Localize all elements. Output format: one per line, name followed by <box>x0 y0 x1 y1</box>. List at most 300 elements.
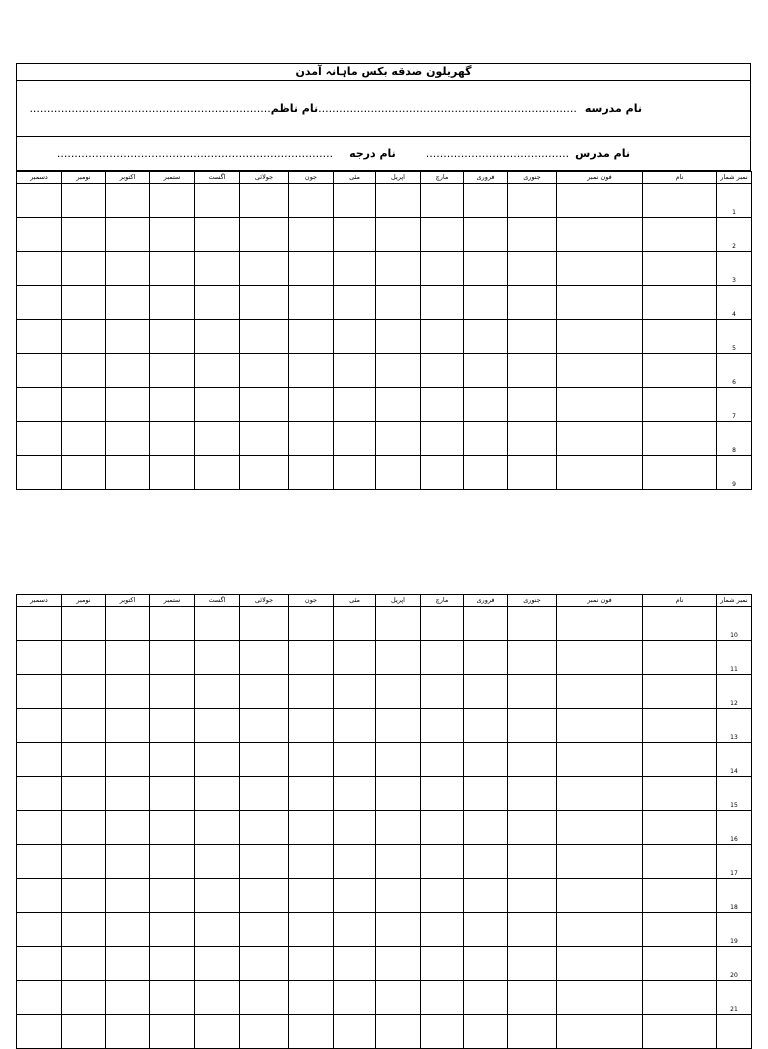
entry-cell[interactable] <box>508 879 557 913</box>
entry-cell[interactable] <box>150 879 195 913</box>
entry-cell[interactable] <box>464 675 508 709</box>
entry-cell[interactable] <box>62 607 106 641</box>
entry-cell[interactable] <box>289 913 334 947</box>
entry-cell[interactable] <box>643 641 717 675</box>
entry-cell[interactable] <box>240 777 289 811</box>
entry-cell[interactable] <box>17 641 62 675</box>
entry-cell[interactable] <box>464 286 508 320</box>
entry-cell[interactable] <box>150 845 195 879</box>
entry-cell[interactable] <box>106 641 150 675</box>
entry-cell[interactable] <box>421 777 464 811</box>
entry-cell[interactable] <box>106 252 150 286</box>
entry-cell[interactable] <box>421 675 464 709</box>
entry-cell[interactable] <box>240 709 289 743</box>
teacher-field[interactable]: ......................................... <box>425 147 570 160</box>
entry-cell[interactable] <box>240 879 289 913</box>
entry-cell[interactable] <box>508 811 557 845</box>
entry-cell[interactable] <box>62 947 106 981</box>
entry-cell[interactable] <box>464 456 508 490</box>
entry-cell[interactable] <box>464 184 508 218</box>
entry-cell[interactable] <box>62 709 106 743</box>
entry-cell[interactable] <box>17 913 62 947</box>
entry-cell[interactable] <box>421 286 464 320</box>
entry-cell[interactable] <box>508 320 557 354</box>
entry-cell[interactable] <box>62 913 106 947</box>
school-field[interactable]: .......................................................................... <box>318 102 577 115</box>
entry-cell[interactable] <box>421 845 464 879</box>
entry-cell[interactable] <box>464 743 508 777</box>
entry-cell[interactable] <box>421 641 464 675</box>
entry-cell[interactable] <box>557 184 643 218</box>
entry-cell[interactable] <box>376 879 421 913</box>
entry-cell[interactable] <box>464 641 508 675</box>
entry-cell[interactable] <box>508 641 557 675</box>
entry-cell[interactable] <box>17 743 62 777</box>
entry-cell[interactable] <box>464 777 508 811</box>
entry-cell[interactable] <box>195 811 240 845</box>
entry-cell[interactable] <box>240 1015 289 1049</box>
entry-cell[interactable] <box>195 981 240 1015</box>
entry-cell[interactable] <box>240 252 289 286</box>
entry-cell[interactable] <box>464 1015 508 1049</box>
entry-cell[interactable] <box>195 947 240 981</box>
entry-cell[interactable] <box>17 218 62 252</box>
entry-cell[interactable] <box>62 456 106 490</box>
entry-cell[interactable] <box>62 388 106 422</box>
entry-cell[interactable] <box>508 777 557 811</box>
entry-cell[interactable] <box>334 811 376 845</box>
entry-cell[interactable] <box>643 845 717 879</box>
entry-cell[interactable] <box>334 913 376 947</box>
entry-cell[interactable] <box>289 641 334 675</box>
entry-cell[interactable] <box>106 286 150 320</box>
entry-cell[interactable] <box>195 252 240 286</box>
entry-cell[interactable] <box>557 388 643 422</box>
entry-cell[interactable] <box>150 320 195 354</box>
entry-cell[interactable] <box>17 354 62 388</box>
entry-cell[interactable] <box>106 675 150 709</box>
entry-cell[interactable] <box>62 981 106 1015</box>
entry-cell[interactable] <box>421 607 464 641</box>
entry-cell[interactable] <box>376 845 421 879</box>
entry-cell[interactable] <box>195 184 240 218</box>
entry-cell[interactable] <box>464 354 508 388</box>
entry-cell[interactable] <box>106 811 150 845</box>
entry-cell[interactable] <box>557 252 643 286</box>
entry-cell[interactable] <box>289 218 334 252</box>
entry-cell[interactable] <box>62 743 106 777</box>
entry-cell[interactable] <box>195 641 240 675</box>
entry-cell[interactable] <box>376 456 421 490</box>
entry-cell[interactable] <box>464 845 508 879</box>
entry-cell[interactable] <box>421 354 464 388</box>
entry-cell[interactable] <box>195 845 240 879</box>
entry-cell[interactable] <box>289 845 334 879</box>
entry-cell[interactable] <box>421 709 464 743</box>
entry-cell[interactable] <box>240 675 289 709</box>
entry-cell[interactable] <box>376 320 421 354</box>
entry-cell[interactable] <box>195 913 240 947</box>
entry-cell[interactable] <box>150 286 195 320</box>
entry-cell[interactable] <box>643 218 717 252</box>
entry-cell[interactable] <box>150 777 195 811</box>
entry-cell[interactable] <box>557 641 643 675</box>
entry-cell[interactable] <box>195 743 240 777</box>
entry-cell[interactable] <box>106 709 150 743</box>
entry-cell[interactable] <box>557 675 643 709</box>
entry-cell[interactable] <box>150 913 195 947</box>
entry-cell[interactable] <box>240 320 289 354</box>
entry-cell[interactable] <box>376 607 421 641</box>
entry-cell[interactable] <box>289 354 334 388</box>
entry-cell[interactable] <box>195 218 240 252</box>
entry-cell[interactable] <box>289 607 334 641</box>
entry-cell[interactable] <box>464 811 508 845</box>
entry-cell[interactable] <box>240 743 289 777</box>
entry-cell[interactable] <box>557 456 643 490</box>
entry-cell[interactable] <box>150 354 195 388</box>
entry-cell[interactable] <box>508 184 557 218</box>
entry-cell[interactable] <box>240 422 289 456</box>
entry-cell[interactable] <box>557 845 643 879</box>
entry-cell[interactable] <box>106 354 150 388</box>
entry-cell[interactable] <box>421 947 464 981</box>
entry-cell[interactable] <box>17 777 62 811</box>
entry-cell[interactable] <box>17 811 62 845</box>
entry-cell[interactable] <box>508 422 557 456</box>
entry-cell[interactable] <box>62 845 106 879</box>
entry-cell[interactable] <box>643 354 717 388</box>
entry-cell[interactable] <box>557 320 643 354</box>
entry-cell[interactable] <box>376 184 421 218</box>
entry-cell[interactable] <box>557 981 643 1015</box>
entry-cell[interactable] <box>643 286 717 320</box>
entry-cell[interactable] <box>464 709 508 743</box>
entry-cell[interactable] <box>240 641 289 675</box>
entry-cell[interactable] <box>464 879 508 913</box>
entry-cell[interactable] <box>106 184 150 218</box>
entry-cell[interactable] <box>62 641 106 675</box>
entry-cell[interactable] <box>17 709 62 743</box>
entry-cell[interactable] <box>195 879 240 913</box>
entry-cell[interactable] <box>334 709 376 743</box>
entry-cell[interactable] <box>508 286 557 320</box>
entry-cell[interactable] <box>17 320 62 354</box>
entry-cell[interactable] <box>289 709 334 743</box>
entry-cell[interactable] <box>106 388 150 422</box>
entry-cell[interactable] <box>289 388 334 422</box>
entry-cell[interactable] <box>195 607 240 641</box>
entry-cell[interactable] <box>17 607 62 641</box>
entry-cell[interactable] <box>240 811 289 845</box>
entry-cell[interactable] <box>150 218 195 252</box>
entry-cell[interactable] <box>106 320 150 354</box>
entry-cell[interactable] <box>62 286 106 320</box>
entry-cell[interactable] <box>508 845 557 879</box>
entry-cell[interactable] <box>464 320 508 354</box>
entry-cell[interactable] <box>334 320 376 354</box>
entry-cell[interactable] <box>240 456 289 490</box>
entry-cell[interactable] <box>643 422 717 456</box>
entry-cell[interactable] <box>557 913 643 947</box>
entry-cell[interactable] <box>334 845 376 879</box>
entry-cell[interactable] <box>464 252 508 286</box>
entry-cell[interactable] <box>508 709 557 743</box>
entry-cell[interactable] <box>240 354 289 388</box>
entry-cell[interactable] <box>334 184 376 218</box>
entry-cell[interactable] <box>508 913 557 947</box>
entry-cell[interactable] <box>106 743 150 777</box>
entry-cell[interactable] <box>150 981 195 1015</box>
entry-cell[interactable] <box>643 320 717 354</box>
entry-cell[interactable] <box>289 252 334 286</box>
entry-cell[interactable] <box>106 777 150 811</box>
entry-cell[interactable] <box>62 320 106 354</box>
entry-cell[interactable] <box>240 184 289 218</box>
entry-cell[interactable] <box>376 777 421 811</box>
entry-cell[interactable] <box>643 184 717 218</box>
entry-cell[interactable] <box>334 354 376 388</box>
entry-cell[interactable] <box>643 913 717 947</box>
entry-cell[interactable] <box>106 456 150 490</box>
entry-cell[interactable] <box>334 981 376 1015</box>
entry-cell[interactable] <box>17 422 62 456</box>
entry-cell[interactable] <box>150 607 195 641</box>
entry-cell[interactable] <box>557 218 643 252</box>
entry-cell[interactable] <box>62 1015 106 1049</box>
entry-cell[interactable] <box>334 879 376 913</box>
entry-cell[interactable] <box>289 675 334 709</box>
entry-cell[interactable] <box>289 777 334 811</box>
entry-cell[interactable] <box>643 1015 717 1049</box>
entry-cell[interactable] <box>150 641 195 675</box>
entry-cell[interactable] <box>464 913 508 947</box>
entry-cell[interactable] <box>376 675 421 709</box>
entry-cell[interactable] <box>17 252 62 286</box>
entry-cell[interactable] <box>150 252 195 286</box>
entry-cell[interactable] <box>376 1015 421 1049</box>
entry-cell[interactable] <box>508 743 557 777</box>
entry-cell[interactable] <box>289 184 334 218</box>
entry-cell[interactable] <box>289 743 334 777</box>
entry-cell[interactable] <box>334 947 376 981</box>
entry-cell[interactable] <box>106 845 150 879</box>
entry-cell[interactable] <box>106 879 150 913</box>
entry-cell[interactable] <box>106 607 150 641</box>
entry-cell[interactable] <box>150 456 195 490</box>
entry-cell[interactable] <box>376 709 421 743</box>
class-field[interactable]: ............................................................................... <box>56 147 334 160</box>
entry-cell[interactable] <box>557 879 643 913</box>
entry-cell[interactable] <box>508 388 557 422</box>
entry-cell[interactable] <box>421 184 464 218</box>
entry-cell[interactable] <box>643 709 717 743</box>
entry-cell[interactable] <box>376 743 421 777</box>
entry-cell[interactable] <box>17 947 62 981</box>
entry-cell[interactable] <box>62 354 106 388</box>
entry-cell[interactable] <box>376 252 421 286</box>
entry-cell[interactable] <box>289 422 334 456</box>
entry-cell[interactable] <box>150 184 195 218</box>
entry-cell[interactable] <box>557 743 643 777</box>
entry-cell[interactable] <box>17 1015 62 1049</box>
entry-cell[interactable] <box>643 456 717 490</box>
entry-cell[interactable] <box>195 456 240 490</box>
entry-cell[interactable] <box>421 388 464 422</box>
entry-cell[interactable] <box>195 675 240 709</box>
entry-cell[interactable] <box>421 252 464 286</box>
entry-cell[interactable] <box>508 1015 557 1049</box>
entry-cell[interactable] <box>195 320 240 354</box>
entry-cell[interactable] <box>106 947 150 981</box>
entry-cell[interactable] <box>643 675 717 709</box>
entry-cell[interactable] <box>464 218 508 252</box>
entry-cell[interactable] <box>557 422 643 456</box>
entry-cell[interactable] <box>334 743 376 777</box>
entry-cell[interactable] <box>62 252 106 286</box>
entry-cell[interactable] <box>508 252 557 286</box>
entry-cell[interactable] <box>195 286 240 320</box>
entry-cell[interactable] <box>17 981 62 1015</box>
entry-cell[interactable] <box>557 709 643 743</box>
entry-cell[interactable] <box>508 947 557 981</box>
entry-cell[interactable] <box>289 879 334 913</box>
entry-cell[interactable] <box>508 354 557 388</box>
entry-cell[interactable] <box>464 981 508 1015</box>
entry-cell[interactable] <box>240 607 289 641</box>
entry-cell[interactable] <box>334 641 376 675</box>
entry-cell[interactable] <box>240 981 289 1015</box>
entry-cell[interactable] <box>508 607 557 641</box>
entry-cell[interactable] <box>376 641 421 675</box>
entry-cell[interactable] <box>106 218 150 252</box>
entry-cell[interactable] <box>508 456 557 490</box>
entry-cell[interactable] <box>195 777 240 811</box>
entry-cell[interactable] <box>150 675 195 709</box>
entry-cell[interactable] <box>289 1015 334 1049</box>
entry-cell[interactable] <box>376 422 421 456</box>
entry-cell[interactable] <box>289 320 334 354</box>
entry-cell[interactable] <box>289 286 334 320</box>
entry-cell[interactable] <box>289 981 334 1015</box>
entry-cell[interactable] <box>17 388 62 422</box>
entry-cell[interactable] <box>195 709 240 743</box>
entry-cell[interactable] <box>334 286 376 320</box>
entry-cell[interactable] <box>421 218 464 252</box>
principal-field[interactable]: ..................................................................... <box>29 102 271 115</box>
entry-cell[interactable] <box>376 218 421 252</box>
entry-cell[interactable] <box>376 354 421 388</box>
entry-cell[interactable] <box>464 607 508 641</box>
entry-cell[interactable] <box>643 607 717 641</box>
entry-cell[interactable] <box>421 743 464 777</box>
entry-cell[interactable] <box>643 777 717 811</box>
entry-cell[interactable] <box>195 422 240 456</box>
entry-cell[interactable] <box>17 845 62 879</box>
entry-cell[interactable] <box>334 456 376 490</box>
entry-cell[interactable] <box>240 286 289 320</box>
entry-cell[interactable] <box>557 947 643 981</box>
entry-cell[interactable] <box>334 388 376 422</box>
entry-cell[interactable] <box>643 388 717 422</box>
entry-cell[interactable] <box>17 286 62 320</box>
entry-cell[interactable] <box>557 811 643 845</box>
entry-cell[interactable] <box>508 675 557 709</box>
entry-cell[interactable] <box>195 388 240 422</box>
entry-cell[interactable] <box>334 675 376 709</box>
entry-cell[interactable] <box>334 1015 376 1049</box>
entry-cell[interactable] <box>557 286 643 320</box>
entry-cell[interactable] <box>150 947 195 981</box>
entry-cell[interactable] <box>464 388 508 422</box>
entry-cell[interactable] <box>289 947 334 981</box>
entry-cell[interactable] <box>376 913 421 947</box>
entry-cell[interactable] <box>643 811 717 845</box>
entry-cell[interactable] <box>508 218 557 252</box>
entry-cell[interactable] <box>62 675 106 709</box>
entry-cell[interactable] <box>17 456 62 490</box>
entry-cell[interactable] <box>421 456 464 490</box>
entry-cell[interactable] <box>106 1015 150 1049</box>
entry-cell[interactable] <box>421 320 464 354</box>
entry-cell[interactable] <box>150 709 195 743</box>
entry-cell[interactable] <box>150 811 195 845</box>
entry-cell[interactable] <box>106 422 150 456</box>
entry-cell[interactable] <box>289 456 334 490</box>
entry-cell[interactable] <box>334 777 376 811</box>
entry-cell[interactable] <box>643 252 717 286</box>
entry-cell[interactable] <box>643 879 717 913</box>
entry-cell[interactable] <box>376 388 421 422</box>
entry-cell[interactable] <box>376 947 421 981</box>
entry-cell[interactable] <box>240 218 289 252</box>
entry-cell[interactable] <box>421 1015 464 1049</box>
entry-cell[interactable] <box>62 879 106 913</box>
entry-cell[interactable] <box>289 811 334 845</box>
entry-cell[interactable] <box>62 777 106 811</box>
entry-cell[interactable] <box>557 607 643 641</box>
entry-cell[interactable] <box>334 218 376 252</box>
entry-cell[interactable] <box>334 422 376 456</box>
entry-cell[interactable] <box>643 743 717 777</box>
entry-cell[interactable] <box>334 607 376 641</box>
entry-cell[interactable] <box>557 1015 643 1049</box>
entry-cell[interactable] <box>376 981 421 1015</box>
entry-cell[interactable] <box>106 981 150 1015</box>
entry-cell[interactable] <box>62 218 106 252</box>
entry-cell[interactable] <box>643 947 717 981</box>
entry-cell[interactable] <box>240 388 289 422</box>
entry-cell[interactable] <box>195 1015 240 1049</box>
entry-cell[interactable] <box>17 184 62 218</box>
entry-cell[interactable] <box>421 811 464 845</box>
entry-cell[interactable] <box>17 879 62 913</box>
entry-cell[interactable] <box>150 388 195 422</box>
entry-cell[interactable] <box>464 422 508 456</box>
entry-cell[interactable] <box>62 184 106 218</box>
entry-cell[interactable] <box>557 777 643 811</box>
entry-cell[interactable] <box>376 286 421 320</box>
entry-cell[interactable] <box>62 422 106 456</box>
entry-cell[interactable] <box>376 811 421 845</box>
entry-cell[interactable] <box>240 947 289 981</box>
entry-cell[interactable] <box>464 947 508 981</box>
entry-cell[interactable] <box>240 913 289 947</box>
entry-cell[interactable] <box>643 981 717 1015</box>
entry-cell[interactable] <box>557 354 643 388</box>
entry-cell[interactable] <box>106 913 150 947</box>
entry-cell[interactable] <box>150 743 195 777</box>
